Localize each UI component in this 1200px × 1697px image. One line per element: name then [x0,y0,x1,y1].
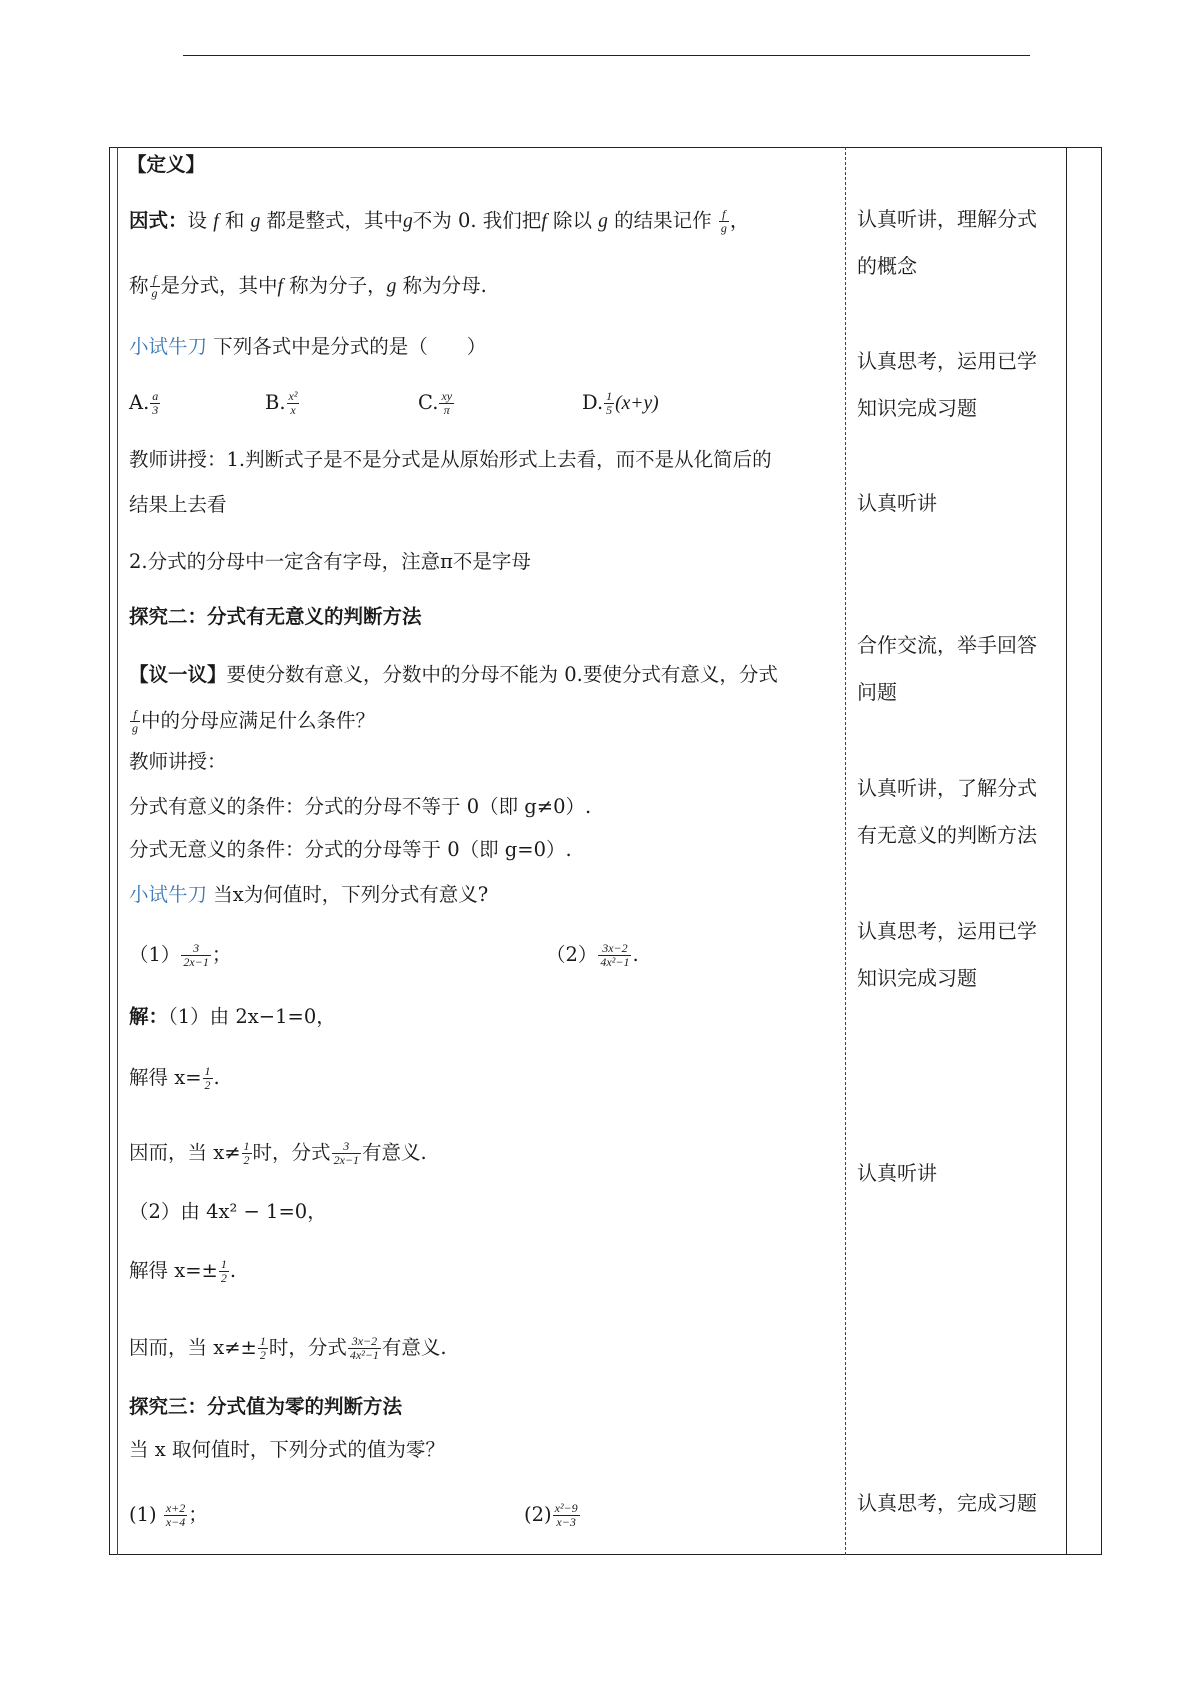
text: 设 [187,209,208,232]
option-d: D. $\frac{1}{5}$ (x+y) [582,389,659,417]
zero-question: 当 x 取何值时，下列分式的值为零？ [129,1438,445,1461]
text: 都是整式，其中 [266,209,404,232]
try-line-2 [129,883,488,907]
teacher-note-3: 2.分式的分母中一定含有字母，注意π不是字母 [129,550,531,573]
symbol-f: f [541,211,547,232]
text: 称为分母. [402,274,487,297]
text: 不为 0. 我们把 [412,209,542,232]
zero-question-1: (1) $\frac{x+2}{x-4}$ ； [129,1501,208,1529]
side-note-4: 合作交流，举手回答 问题 [857,633,1037,704]
text: 和 [224,209,245,232]
cause-label: 因式： [129,209,188,232]
solution-line-3: 因而，当 x≠ $\frac{1}{2}$ 时，分式 $\frac{3}{2x-1}$ 有意义. [129,1139,427,1167]
symbol-g: g [403,211,413,232]
condition-meaningless: 分式无意义的条件：分式的分母等于 0（即 g=0）. [129,838,572,861]
fraction-f-over-g: $\frac{f}{g}$ [151,272,158,300]
solution-line-1 [129,1005,336,1029]
discuss-line-2: $\frac{f}{g}$ 中的分母应满足什么条件？ [132,707,376,735]
definition-line-2 [129,273,487,300]
symbol-f: f [213,211,219,232]
fraction-f-over-g: $\frac{f}{g}$ [720,207,727,235]
text: 当x为何值时，下列分式有意义? [213,883,489,906]
text: 是分式，其中 [160,274,278,297]
try-label: 小试牛刀 [129,883,208,906]
text: 称 [129,274,149,297]
definition-heading: 【定义】 [127,153,206,176]
teacher-note-1: 教师讲授：1.判断式子是不是分式是从原始形式上去看，而不是从化简后的 [129,448,772,471]
text: 称为分子， [289,274,387,297]
column-divider-dashed [845,147,846,1555]
text: （1）由 2x−1=0， [168,1005,336,1028]
side-note-8: 认真思考，完成习题 [857,1491,1037,1515]
text: ， [729,209,750,232]
symbol-g: g [386,276,397,297]
definition-line-1 [129,208,749,235]
explore-2-heading: 探究二：分式有无意义的判断方法 [129,605,422,628]
zero-question-2: (2) $\frac{\text{x²−9}}{x-3}$ [524,1501,578,1529]
option-c: C. $\frac{xy}{\pi}$ [418,389,453,417]
try-label: 小试牛刀 [129,335,208,358]
question-1: （1） $\frac{3}{2x-1}$ ； [129,941,232,969]
side-note-2: 认真思考，运用已学 知识完成习题 [857,349,1037,420]
solution-line-6: 因而，当 x≠± $\frac{1}{2}$ 时，分式 $\frac{3x-2}{\text{4x²−1}}$ 有意义. [129,1334,447,1362]
table-inner-right-border [1066,147,1067,1555]
teacher-note-2: 结果上去看 [129,493,227,516]
side-note-1: 认真听讲，理解分式 的概念 [857,207,1037,278]
side-note-6: 认真思考，运用已学 知识完成习题 [857,919,1037,990]
try-line-1 [129,335,486,359]
option-a: A. $\frac{a}{3}$ [129,389,159,417]
header-rule [183,55,1030,56]
solution-line-4: （2）由 4x² − 1=0， [129,1200,327,1223]
solution-label: 解： [129,1005,169,1028]
side-note-7: 认真听讲 [857,1161,937,1185]
solution-line-5: 解得 x=± $\frac{1}{2}$ . [129,1257,237,1285]
symbol-f: f [277,276,283,297]
text: 要使分数有意义，分数中的分母不能为 0.要使分式有意义，分式 [226,663,778,686]
text: 的结果记作 [614,209,712,232]
symbol-g: g [598,211,608,232]
discuss-line-1 [129,663,778,687]
symbol-g: g [250,211,261,232]
text: 除以 [552,209,592,232]
condition-meaningful: 分式有意义的条件：分式的分母不等于 0（即 g≠0）. [129,795,592,818]
table-inner-left-border [117,147,118,1555]
side-note-3: 认真听讲 [857,491,937,515]
teacher-label-2: 教师讲授： [129,750,227,773]
question-2: （2） $\frac{3x-2}{\text{4x²−1}}$ . [546,941,639,969]
text: 中的分母应满足什么条件？ [141,709,376,732]
option-b: B. $\frac{\text{x²}}{x}$ [265,389,298,417]
text: 下列各式中是分式的是（ ） [213,335,487,358]
solution-line-2: 解得 x= $\frac{1}{2}$ . [129,1064,220,1092]
explore-3-heading: 探究三：分式值为零的判断方法 [129,1395,403,1418]
side-note-5: 认真听讲，了解分式 有无意义的判断方法 [857,776,1037,847]
discuss-label: 【议一议】 [129,663,227,686]
